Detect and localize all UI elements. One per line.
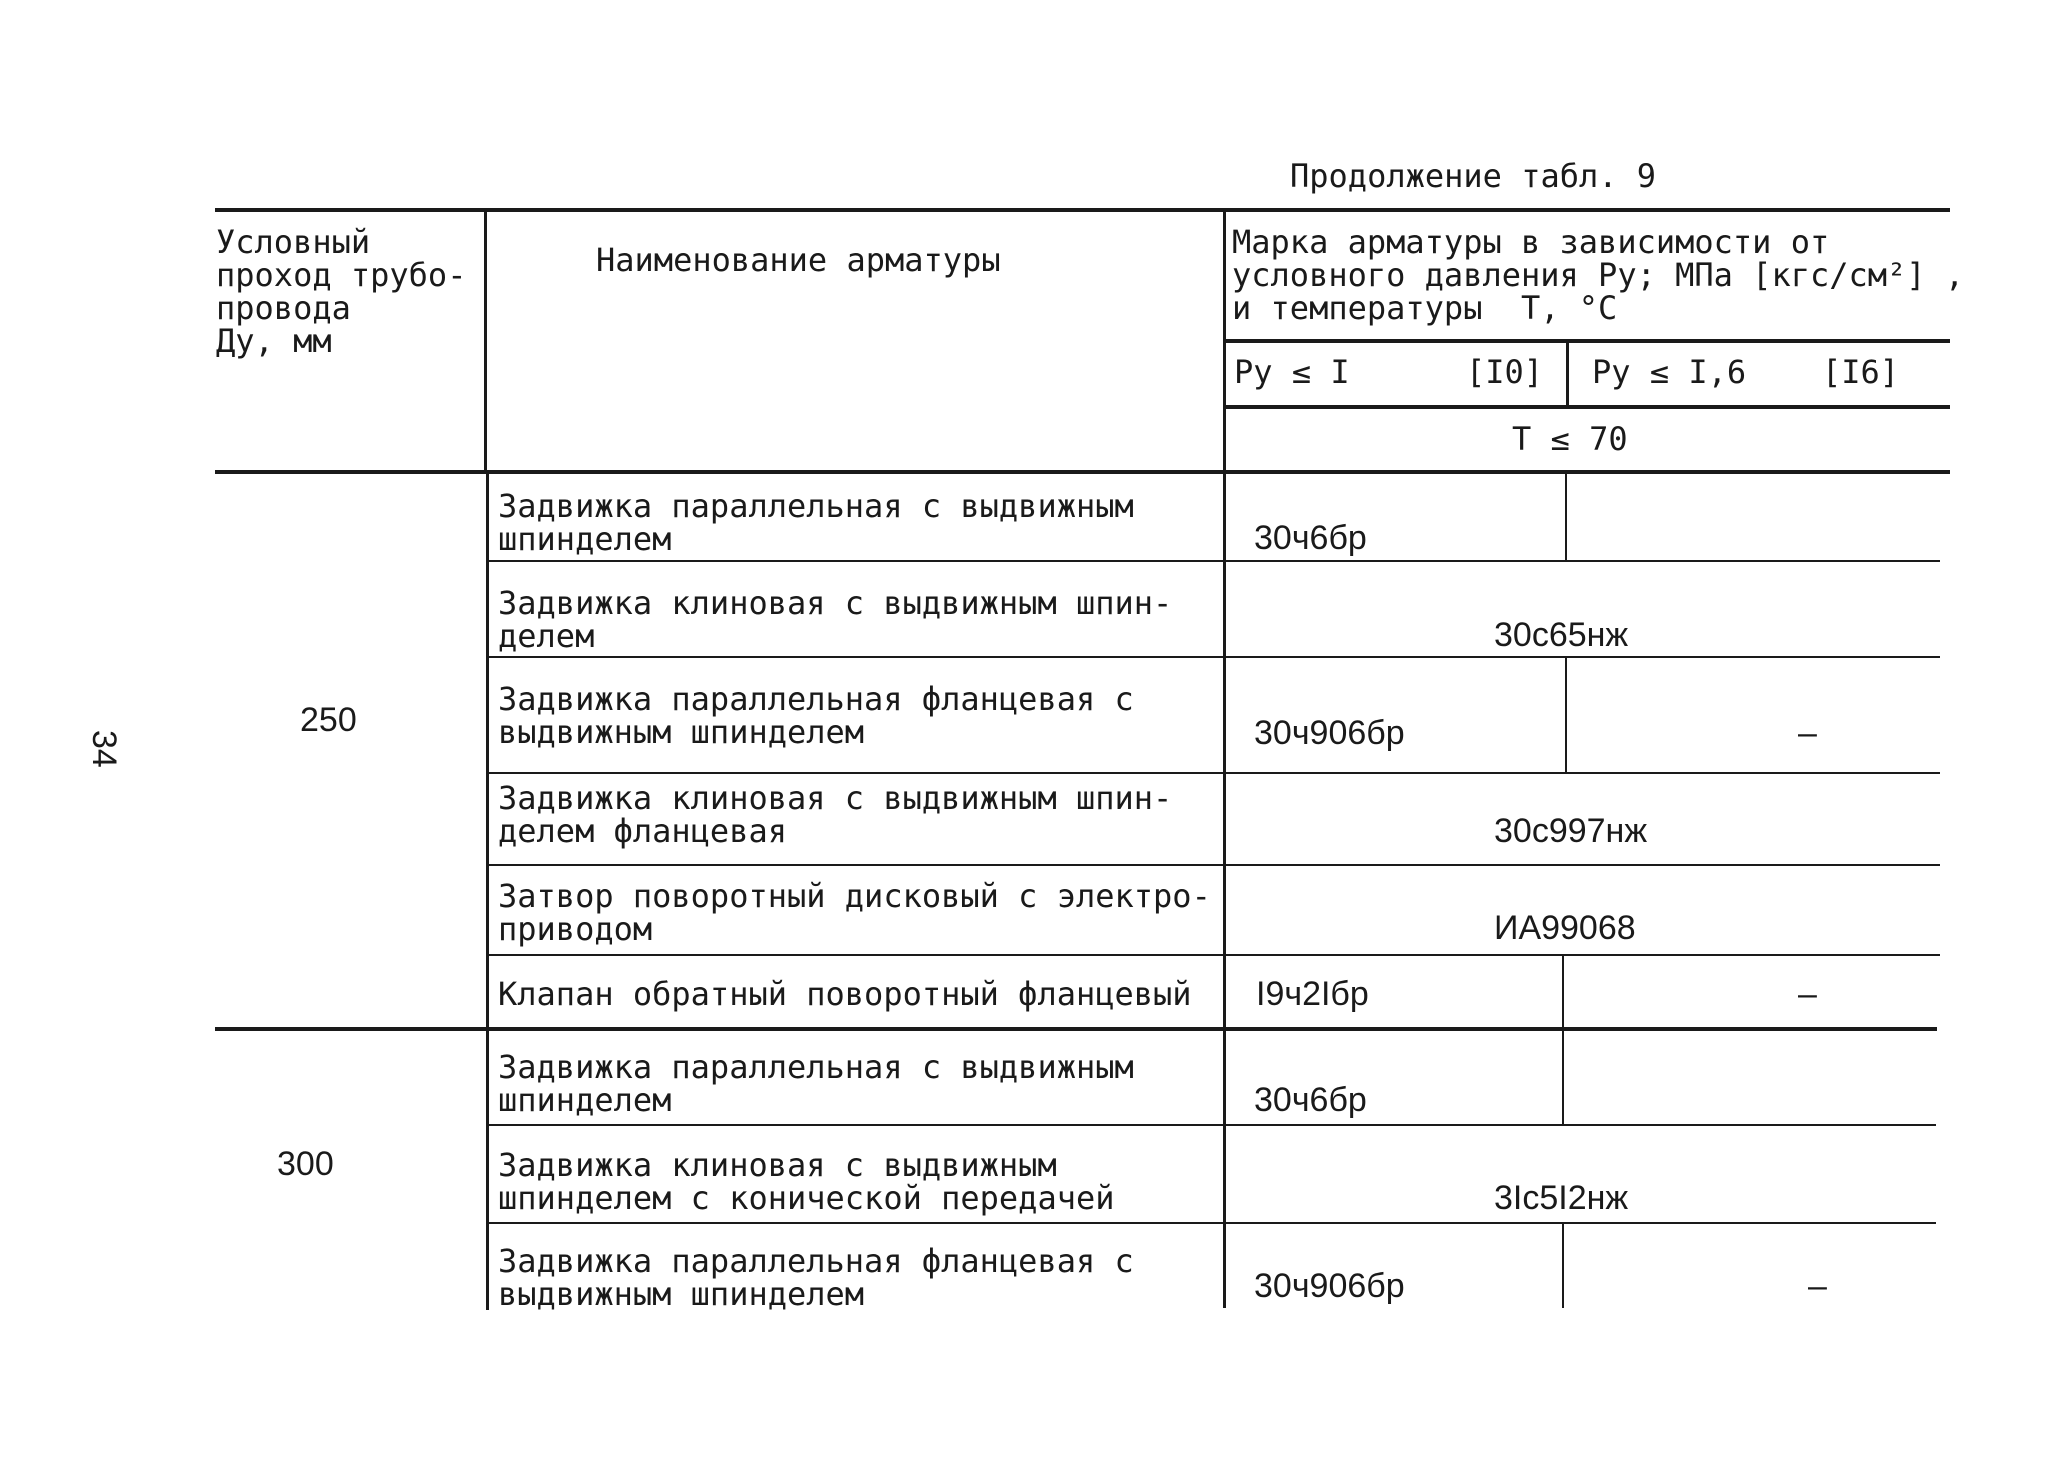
row-rule bbox=[488, 772, 1940, 774]
subheader-py2-bracket: [I6] bbox=[1822, 353, 1900, 391]
mark-shared: 30с65нж bbox=[1494, 616, 1629, 654]
header-du-line: Ду, мм bbox=[216, 322, 332, 360]
du-value: 300 bbox=[277, 1145, 334, 1183]
row-name-line: приводом bbox=[498, 910, 653, 948]
header-bottom-rule bbox=[215, 470, 1950, 474]
header-mark-line: Марка арматуры в зависимости от bbox=[1232, 223, 1830, 261]
subheader-py2-label: Ру ≤ I,6 bbox=[1592, 353, 1747, 391]
row-rule bbox=[488, 560, 1940, 562]
mark-py1: 30ч906бр bbox=[1254, 1267, 1405, 1305]
subheader-temp: Т ≤ 70 bbox=[1512, 420, 1628, 458]
header-mark-line: условного давления Ру; МПа [кгс/см²] , bbox=[1232, 256, 1965, 294]
subheader-divider bbox=[1566, 341, 1569, 407]
mark-divider bbox=[1565, 474, 1567, 560]
table-top-rule bbox=[215, 208, 1950, 212]
header-divider-2 bbox=[1223, 208, 1226, 1308]
mark-shared: 30с997нж bbox=[1494, 812, 1648, 850]
mark-py1: I9ч2Iбр bbox=[1256, 975, 1369, 1013]
mark-divider bbox=[1562, 1224, 1564, 1308]
mark-py1: 30ч906бр bbox=[1254, 714, 1405, 752]
row-name-line: Задвижка параллельная фланцевая с bbox=[498, 1242, 1134, 1280]
row-name-line: Задвижка клиновая с выдвижным шпин- bbox=[498, 779, 1173, 817]
row-name-line: Клапан обратный поворотный фланцевый bbox=[498, 975, 1192, 1013]
row-name-line: Затвор поворотный дисковый с электро- bbox=[498, 877, 1211, 915]
row-rule bbox=[488, 954, 1940, 956]
row-name-line: выдвижным шпинделем bbox=[498, 1275, 865, 1313]
row-name-line: шпинделем с конической передачей bbox=[498, 1179, 1115, 1217]
mark-divider bbox=[1565, 658, 1567, 772]
row-rule bbox=[488, 1124, 1936, 1126]
subheader-py1-bracket: [I0] bbox=[1466, 353, 1544, 391]
row-rule bbox=[488, 656, 1940, 658]
header-mark-line: и температуры Т, °С bbox=[1232, 289, 1618, 327]
mark-divider bbox=[1562, 1031, 1564, 1124]
header-du-line: проход трубо- bbox=[216, 256, 467, 294]
mark-py2: – bbox=[1808, 1267, 1827, 1305]
mark-divider bbox=[1562, 956, 1564, 1027]
header-divider-1 bbox=[484, 208, 487, 470]
row-name-line: выдвижным шпинделем bbox=[498, 713, 865, 751]
mark-py1: 30ч6бр bbox=[1254, 519, 1367, 557]
row-rule bbox=[488, 864, 1940, 866]
row-name-line: шпинделем bbox=[498, 520, 672, 558]
mark-py1: 30ч6бр bbox=[1254, 1081, 1367, 1119]
row-name-line: Задвижка клиновая с выдвижным шпин- bbox=[498, 584, 1173, 622]
table-caption: Продолжение табл. 9 bbox=[1290, 157, 1657, 195]
row-rule bbox=[488, 1222, 1936, 1224]
page-number: 34 bbox=[85, 730, 123, 768]
header-name: Наименование арматуры bbox=[596, 241, 1001, 279]
mark-shared: 3Iс5I2нж bbox=[1494, 1179, 1629, 1217]
row-name-line: шпинделем bbox=[498, 1081, 672, 1119]
subheader-rule-2 bbox=[1226, 405, 1950, 409]
group-separator-rule bbox=[215, 1027, 1937, 1031]
header-du-line: провода bbox=[216, 289, 351, 327]
body-divider-1 bbox=[486, 474, 489, 1310]
mark-py2: – bbox=[1798, 975, 1817, 1013]
row-name-line: делем фланцевая bbox=[498, 812, 787, 850]
row-name-line: Задвижка клиновая с выдвижным bbox=[498, 1146, 1057, 1184]
header-du-line: Условный bbox=[216, 223, 371, 261]
row-name-line: делем bbox=[498, 617, 595, 655]
subheader-rule-1 bbox=[1226, 339, 1950, 343]
mark-py2: – bbox=[1798, 714, 1817, 752]
du-value: 250 bbox=[300, 701, 357, 739]
mark-shared: ИА99068 bbox=[1494, 909, 1636, 947]
row-name-line: Задвижка параллельная с выдвижным bbox=[498, 487, 1134, 525]
row-name-line: Задвижка параллельная фланцевая с bbox=[498, 680, 1134, 718]
row-name-line: Задвижка параллельная с выдвижным bbox=[498, 1048, 1134, 1086]
subheader-py1-label: Ру ≤ I bbox=[1234, 353, 1350, 391]
